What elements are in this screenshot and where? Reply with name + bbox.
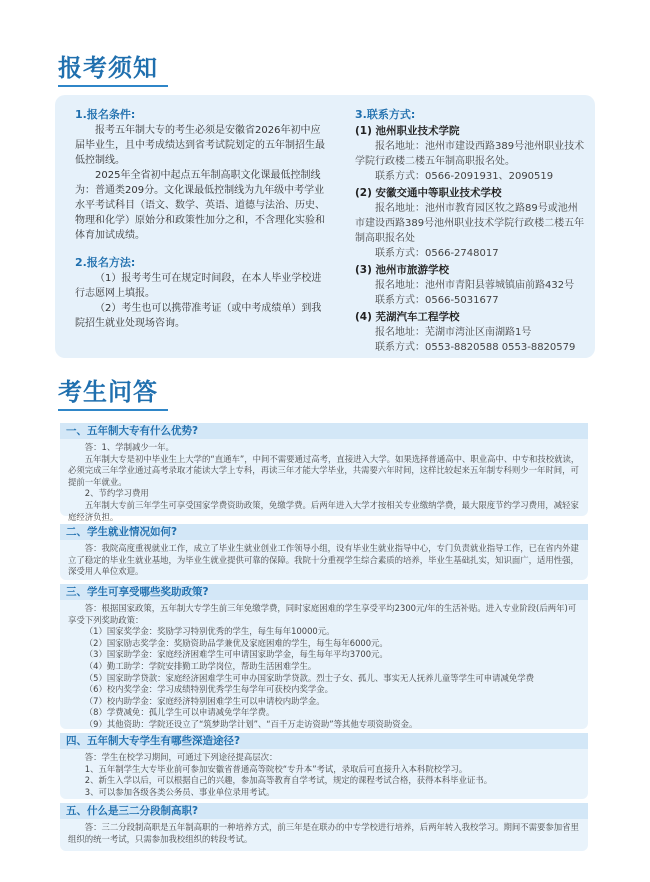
qa-answer-line: 2、节约学习费用 xyxy=(84,488,149,499)
school-name: (4) 芜湖汽车工程学校 xyxy=(355,311,460,323)
qa-answer-line: （5）国家助学贷款：家庭经济困难学生可申办国家助学贷款。烈士子女、孤儿、事实无人抚养儿童等学生可申请减免学费 xyxy=(84,672,534,683)
qa-title-text: 考生问答 xyxy=(58,378,158,406)
school-phone: 联系方式：0566-5031677 xyxy=(375,295,499,306)
qa-question: 一、五年制大专有什么优势? xyxy=(60,423,588,439)
title-underline xyxy=(58,85,168,87)
qa-item xyxy=(60,524,588,580)
qa-answer-line: 答：根据国家政策，五年制大专学生前三年免缴学费，同时家庭困难的学生享受平均2300元/年的生活补贴。进入专业阶段(后两年)可享受下列奖助政策： xyxy=(68,603,577,625)
school-name: (3) 池州市旅游学校 xyxy=(355,264,450,276)
qa-item xyxy=(60,803,588,851)
qa-question: 五、什么是三二分段制高职? xyxy=(60,803,588,819)
qa-answer-line: 答：我院高度重视就业工作，成立了毕业生就业创业工作领导小组，设有毕业生就业指导中心，专门负责就业指导工作，已在省内外建立了稳定的毕业生就业基地，为毕业生就业提供可靠的保障。我院十分重视学生综合素质的培养，毕业生基础扎实，知识面广，适用性强，深受用人单位欢迎。 xyxy=(68,543,579,577)
qa-answer-line: （9）其他资助：学院还设立了“筑梦助学计划”、“百千万走访资助”等其他专项资助资金。 xyxy=(84,718,418,729)
method-paragraph-2: （2）考生也可以携带准考证（或中考成绩单）到我院招生就业处现场咨询。 xyxy=(75,303,322,329)
school-name: (2) 安徽交通中等职业技术学校 xyxy=(355,187,502,199)
qa-question: 三、学生可享受哪些奖助政策? xyxy=(60,584,588,600)
notice-title xyxy=(58,48,158,83)
qa-answer-line: （2）国家励志奖学金：奖励资助品学兼优及家庭困难的学生，每生每年6000元。 xyxy=(84,637,388,648)
qa-answer-line: 答：学生在校学习期间，可通过下列途径提高层次： xyxy=(84,752,278,762)
notice-box xyxy=(55,95,595,358)
qa-answer-line: 2、新生入学以后，可以根据自己的兴趣，参加高等教育自学考试，规定的课程考试合格，获得本科毕业证书。 xyxy=(84,775,493,786)
qa-item xyxy=(60,584,588,729)
school-name: (1) 池州职业技术学院 xyxy=(355,125,460,137)
notice-right-column xyxy=(355,107,585,355)
qa-answer-line: 1、五年制学生大专毕业前可参加安徽省普通高等院校“专升本”考试，录取后可直接升入本科院校学习。 xyxy=(84,763,468,774)
qa-item xyxy=(60,423,588,522)
school-phone: 联系方式：0566-2091931、2090519 xyxy=(375,171,554,182)
school-phone: 联系方式：0566-2748017 xyxy=(375,248,499,259)
qa-answer-line: （4）勤工助学：学院安排勤工助学岗位，帮助生活困难学生。 xyxy=(84,660,317,671)
qa-question: 四、五年制大专学生有哪些深造途径? xyxy=(60,733,588,749)
school-phone: 联系方式：0553-8820588 0553-8820579 xyxy=(375,342,576,353)
qa-answer-line: 3、可以参加各级各类公务员、事业单位录用考试。 xyxy=(84,786,275,797)
conditions-paragraph-2: 2025年全省初中起点五年制高职文化课最低控制线为：普通类209分。文化课最低控制线为九年级中考学业水平考试科目（语文、数学、英语、道德与法治、历史、物理和化学）原始分和政策性加分之和，不含理化实验和体育加试成绩。 xyxy=(75,170,325,241)
qa-item xyxy=(60,733,588,799)
method-paragraph-1: （1）报考考生可在规定时间段，在本人毕业学校进行志愿网上填报。 xyxy=(75,273,322,299)
qa-answer-line: （7）校内助学金：家庭经济特别困难学生可以申请校内助学金。 xyxy=(84,695,325,706)
qa-answer-line: （6）校内奖学金：学习成绩特别优秀学生每学年可获校内奖学金。 xyxy=(84,684,333,695)
qa-answer-line: （8）学费减免：孤儿学生可以申请减免学年学费。 xyxy=(84,707,275,718)
school-address: 报名地址：池州市青阳县蓉城镇庙前路432号 xyxy=(375,280,575,291)
qa-answer xyxy=(60,749,588,802)
qa-answer-line: 五年制大专前三年学生可享受国家学费资助政策，免缴学费。后两年进入大学才按相关专业缴纳学费，最大限度节约学习费用，减轻家庭经济负担。 xyxy=(68,499,579,522)
conditions-heading: 1.报名条件: xyxy=(75,108,136,121)
qa-title xyxy=(58,372,158,407)
notice-title-text: 报考须知 xyxy=(58,54,158,82)
qa-answer xyxy=(60,600,588,735)
qa-answer-line: （1）国家奖学金：奖励学习特别优秀的学生，每生每年10000元。 xyxy=(84,626,335,637)
qa-answer-line: （3）国家助学金：家庭经济困难学生可申请国家助学金，每生每年平均3700元。 xyxy=(84,649,388,660)
qa-answer-line: 答：三二分段制高职是五年制高职的一种培养方式，前三年是在联办的中专学校进行培养，后两年转入我校学习。期间不需要参加省里组织的统一考试，只需参加我校组织的转段考试。 xyxy=(68,822,579,844)
qa-answer xyxy=(60,439,588,527)
method-heading: 2.报名方法: xyxy=(75,256,136,269)
qa-answer-line: 五年制大专是初中毕业生上大学的“直通车”，中间不需要通过高考，直接进入大学。如果选择普通高中、职业高中、中专和技校就读，必须完成三年学业通过高考录取才能读大学上专科，再读三年才能大学毕业，共需要六年时间，这样比较起来五年制专科则少一年时间，可提前一年就业。 xyxy=(68,453,580,487)
qa-question: 二、学生就业情况如何? xyxy=(60,524,588,540)
school-address: 报名地址：芜湖市湾沚区南湖路1号 xyxy=(375,327,532,338)
notice-left-column xyxy=(75,107,325,331)
qa-answer xyxy=(60,540,588,582)
title-underline xyxy=(58,409,168,411)
conditions-paragraph-1: 报考五年制大专的考生必须是安徽省2026年初中应届毕业生，且中考成绩达到省考试院划定的五年制招生最低控制线。 xyxy=(75,125,325,166)
contact-heading: 3.联系方式: xyxy=(355,108,416,121)
qa-answer xyxy=(60,819,588,849)
qa-answer-line: 答：1、学制减少一年。 xyxy=(84,442,174,452)
school-address: 报名地址：池州市教育园区牧之路89号或池州市建设西路389号池州职业技术学院行政楼二楼五年制高职报名处 xyxy=(355,203,585,244)
school-address: 报名地址：池州市建设西路389号池州职业技术学院行政楼二楼五年制高职报名处。 xyxy=(355,141,585,167)
